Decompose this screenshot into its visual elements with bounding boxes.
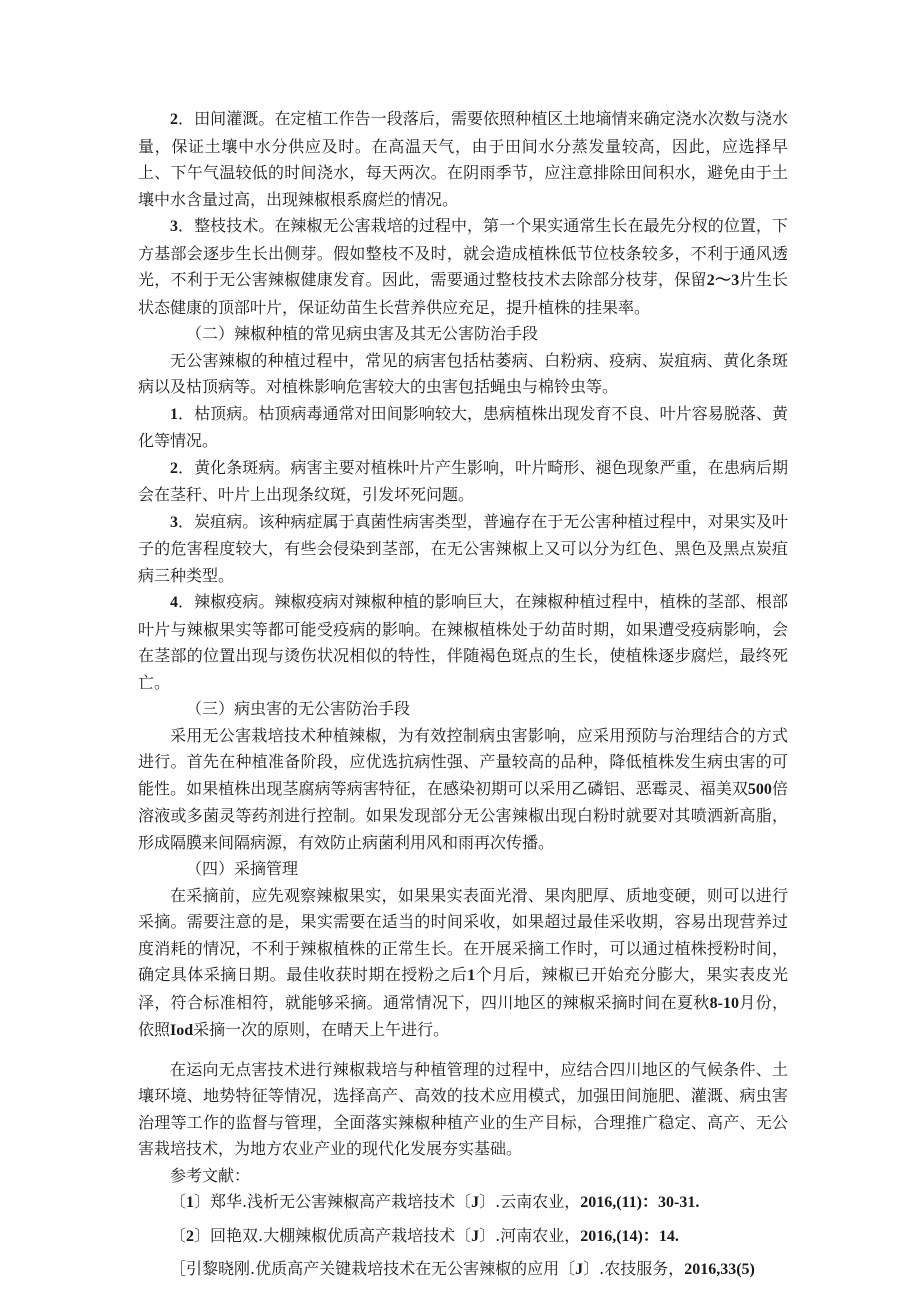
- section-heading-4: （四）采摘管理: [186, 859, 299, 878]
- reference-item: [138, 1256, 788, 1284]
- paragraph-dieback: [138, 401, 788, 455]
- reference-text: 郑华.浅析无公害辣椒高产栽培技术〔: [210, 1192, 472, 1211]
- reference-type: J: [471, 1194, 480, 1211]
- paragraph-text: 在采摘前，应先观察辣椒果实，如果果实表面光滑、果肉肥厚、质地变硬，则可以进行采摘。需要注意的是，果实需要在适当的时间采收，如果超过最佳采收期，容易出现营养过度消耗的情况，不利于辣椒植株的正常生长。在开展采摘工作时，可以通过植株授粉时间，确定具体采摘日期。最佳收获时期在授粉之后: [138, 885, 788, 984]
- reference-bracket: 〔: [170, 1225, 187, 1245]
- paragraph-text: 月份，依照: [138, 992, 788, 1039]
- item-number: 2: [170, 459, 178, 477]
- paragraph-yellow-streak: [138, 455, 788, 509]
- paragraph-text: ．整枝技术。在辣椒无公害栽培的过程中，第一个果实通常生长在最先分杈的位置，下方基部会逐步生长出侧芽。假如整枝不及时，就会造成植株低节位枝条较多，不利于通风透光，不利于无公害辣椒健康发育。因此，需要通过整枝技术去除部分枝芽，保留: [138, 216, 788, 289]
- bold-value: 8-10: [709, 994, 739, 1012]
- paragraph-text: ．炭疽病。该种病症属于真菌性病害类型，普遍存在于无公害种植过程中，对果实及叶子的危害程度较大，有些会侵染到茎部，在无公害辣椒上又可以分为红色、黑色及黑点炭疽病三种类型。: [138, 511, 788, 585]
- reference-item: [138, 1223, 788, 1251]
- item-number: 2: [170, 111, 178, 128]
- paragraph-text: 片生长状态健康的顶部叶片，保证幼苗生长营养供应充足，提升植株的挂果率。: [138, 270, 788, 317]
- paragraph-blight: [138, 589, 788, 696]
- section-heading-3: （三）病虫害的无公害防治手段: [186, 699, 411, 718]
- item-number: 1: [170, 405, 178, 423]
- reference-number: 2: [186, 1227, 195, 1245]
- bold-value: 500: [747, 780, 772, 798]
- reference-item: [138, 1189, 788, 1217]
- paragraph-text: 个月后，辣椒已开始充分膨大，果实表皮光泽，符合标准相符，就能够采摘。通常情况下，四川地区的辣椒采摘时间在夏秋: [138, 965, 788, 1012]
- item-number: 4: [170, 594, 178, 611]
- paragraph-text: 倍溶液或多菌灵等药剂进行控制。如果发现部分无公害辣椒出现白粉时就要对其喷洒新高脂，形成隔膜来间隔病源，有效防止病菌利用风和雨再次传播。: [138, 778, 788, 852]
- reference-text: 引黎晓刚.优质高产关键栽培技术在无公害辣椒的应用〔: [186, 1259, 576, 1278]
- paragraph-text: ．田间灌溉。在定植工作告一段落后，需要依照种植区土地墒情来确定浇水次数与浇水量，保证土壤中水分供应及时。在高温天气，由于田间水分蒸发量较高，因此，应选择早上、下午气温较低的时间浇水，每天两次。在阴雨季节，应注意排除田间积水，避免由于土壤中水含量过高，出现辣椒根系腐烂的情况。: [138, 109, 788, 209]
- references-title: 参考文献：: [170, 1165, 251, 1185]
- bold-value: 1: [467, 967, 476, 984]
- reference-bracket: 〕: [194, 1192, 211, 1211]
- item-number: 3: [170, 513, 178, 531]
- reference-citation: 2016,(11)：30-31.: [580, 1194, 700, 1211]
- paragraph-prevention: [138, 723, 788, 857]
- reference-text: 〕.云南农业，: [479, 1192, 581, 1211]
- reference-type: J: [575, 1261, 584, 1278]
- reference-text: 〕.农技服务，: [583, 1259, 685, 1278]
- reference-citation: 2016,33(5): [684, 1261, 755, 1278]
- document-page: [138, 106, 788, 1284]
- bold-value: 2～3: [706, 272, 740, 289]
- reference-text: 回艳双.大棚辣椒优质高产栽培技术〔: [210, 1225, 472, 1245]
- reference-bracket: ［: [170, 1259, 187, 1278]
- paragraph-text: 采摘一次的原则，在晴天上午进行。: [193, 1020, 450, 1039]
- paragraph-pruning: [138, 213, 788, 321]
- paragraph-anthracnose: [138, 509, 788, 590]
- spacer: [138, 1045, 788, 1057]
- paragraph-text: ．枯顶病。枯顶病毒通常对田间影响较大，患病植株出现发育不良、叶片容易脱落、黄化等情况。: [138, 403, 788, 450]
- reference-type: J: [471, 1227, 480, 1245]
- paragraph-irrigation: [138, 106, 788, 213]
- paragraph-text: ．黄化条斑病。病害主要对植株叶片产生影响，叶片畸形、褪色现象严重，在患病后期会在茎秆、叶片上出现条纹斑，引发坏死问题。: [138, 457, 788, 504]
- paragraph-diseases-intro: 无公害辣椒的种植过程中，常见的病害包括枯萎病、白粉病、疫病、炭疽病、黄化条斑病以及枯顶病等。对植株影响危害较大的虫害包括蝇虫与棉铃虫等。: [138, 350, 788, 396]
- item-number: 3: [170, 218, 178, 235]
- section-heading-2: （二）辣椒种植的常见病虫害及其无公害防治手段: [186, 324, 539, 343]
- paragraph-harvest: [138, 883, 788, 1045]
- reference-list: [138, 1189, 788, 1284]
- reference-number: 1: [186, 1194, 195, 1211]
- paragraph-conclusion: 在运向无点害技术进行辣椒栽培与种植管理的过程中，应结合四川地区的气候条件、土壤环境、地势特征等情况，选择高产、高效的技术应用模式，加强田间施肥、灌溉、病虫害治理等工作的监督与管理，全面落实辣椒种植产业的生产目标，合理推广稳定、高产、无公害栽培技术，为地方农业产业的现代化发展夯实基础。: [138, 1059, 788, 1158]
- reference-bracket: 〔: [170, 1192, 187, 1211]
- paragraph-text: ．辣椒疫病。辣椒疫病对辣椒种植的影响巨大，在辣椒种植过程中，植株的茎部、根部叶片与辣椒果实等都可能受疫病的影响。在辣椒植株处于幼苗时期，如果遭受疫病影响，会在茎部的位置出现与烫伤状况相似的特性，伴随褐色斑点的生长，使植株逐步腐烂，最终死亡。: [138, 592, 788, 692]
- reference-text: 〕.河南农业，: [479, 1225, 581, 1245]
- bold-value: Iod: [170, 1022, 194, 1039]
- reference-bracket: 〕: [194, 1225, 211, 1245]
- reference-citation: 2016,(14)：14.: [580, 1227, 679, 1245]
- paragraph-text: 采用无公害栽培技术种植辣椒，为有效控制病虫害影响，应采用预防与治理结合的方式进行。首先在种植准备阶段，应优选抗病性强、产量较高的品种，降低植株发生病虫害的可能性。如果植株出现茎腐病等病害特征，在感染初期可以采用乙磷铝、恶霉灵、福美双: [138, 725, 788, 798]
